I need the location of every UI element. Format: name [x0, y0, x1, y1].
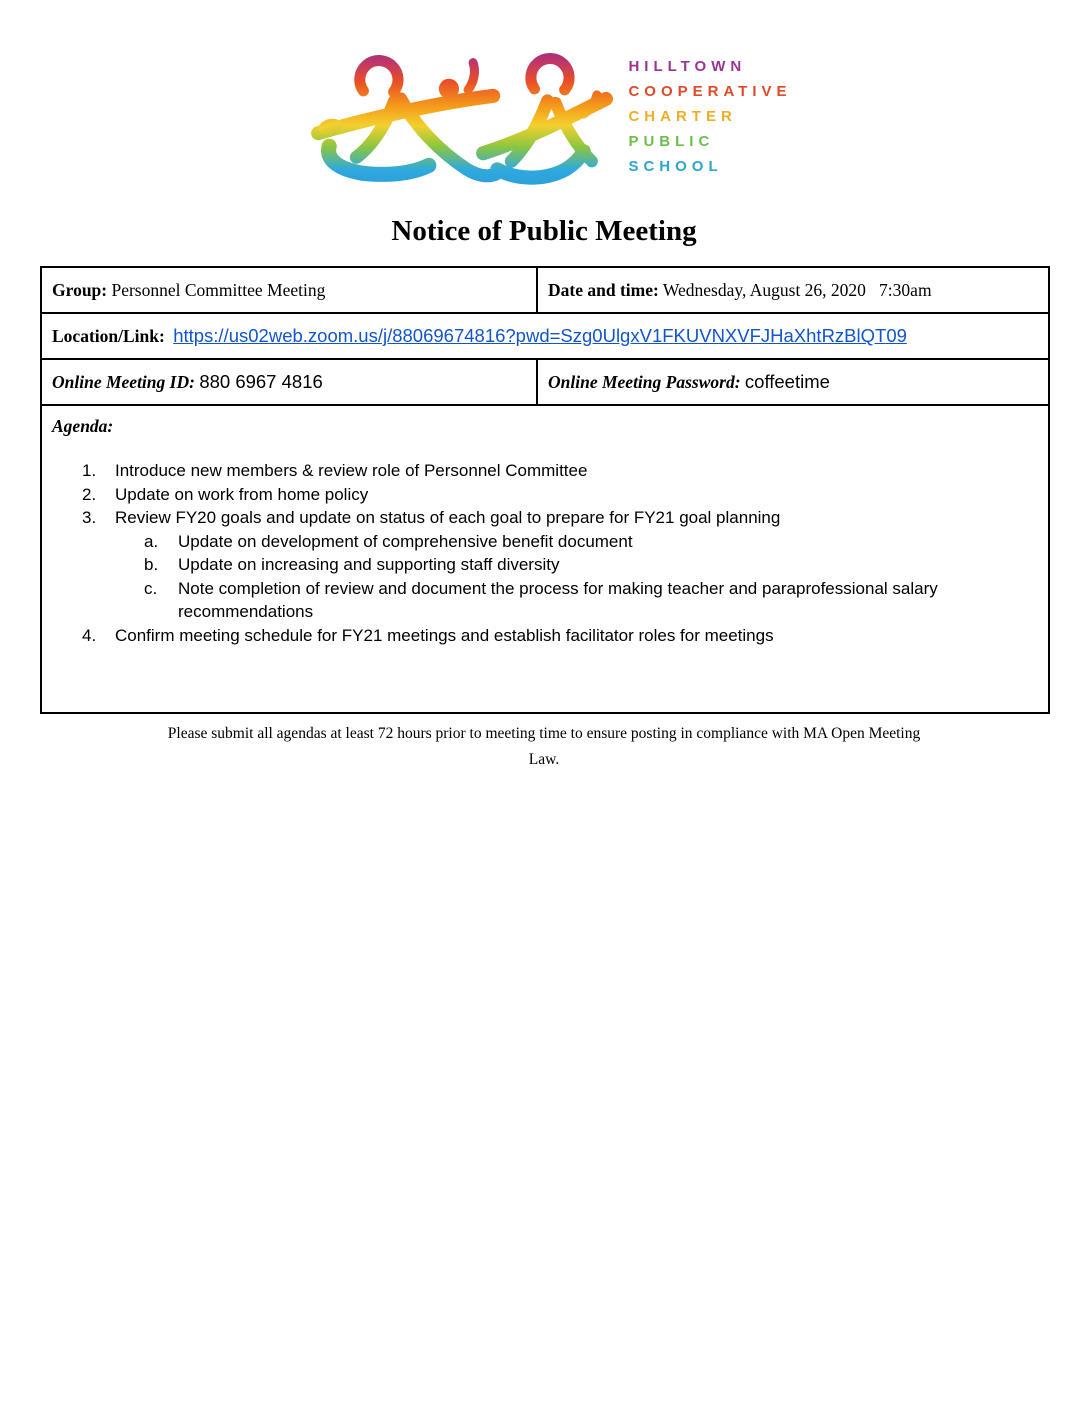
location-cell [41, 313, 1049, 359]
compliance-note-line1: Please submit all agendas at least 72 hours prior to meeting time to ensure posting in compliance with MA Open Meeting [167, 725, 921, 742]
zoom-meeting-link[interactable]: https://us02web.zoom.us/j/88069674816?pwd=Szg0UlgxV1FKUVNXVFJHaXhtRzBlQT09 [173, 325, 907, 346]
agenda-subitem-letter: a. [144, 531, 159, 551]
agenda-subitem-text: Update on development of comprehensive benefit document [178, 531, 633, 551]
page-title: Notice of Public Meeting [391, 215, 697, 247]
agenda-item-1 [52, 459, 1038, 483]
datetime-value: Wednesday, August 26, 2020 7:30am [662, 279, 932, 300]
datetime-label: Date and time: [548, 279, 659, 300]
agenda-item-number: 3. [82, 508, 97, 527]
password-cell [537, 359, 1049, 405]
meeting-id-cell [41, 359, 537, 405]
agenda-cell [41, 405, 1049, 713]
agenda-subitem-3b [52, 553, 1038, 577]
school-name [628, 40, 791, 179]
meeting-info-table [40, 266, 1050, 714]
agenda-item-number: 2. [82, 484, 97, 504]
location-label: Location/Link: [52, 326, 165, 346]
school-name-line: COOPERATIVE [628, 83, 792, 100]
group-date-row [41, 267, 1049, 313]
agenda-subitem-text: Update on increasing and supporting staff diversity [178, 555, 560, 574]
agenda-subitem-3a [52, 530, 1038, 554]
agenda-item-2 [52, 483, 1038, 507]
agenda-subitem-3c [52, 577, 1038, 624]
meeting-id-label: Online Meeting ID: [52, 372, 195, 392]
location-row [41, 313, 1049, 359]
compliance-note-line2: Law. [528, 751, 560, 768]
agenda-row [41, 405, 1049, 713]
school-logo [0, 0, 1088, 188]
compliance-note [0, 721, 1088, 773]
datetime-cell [537, 267, 1049, 313]
agenda-list [52, 459, 1038, 647]
password-label: Online Meeting Password: [548, 372, 741, 392]
meeting-id-password-row [41, 359, 1049, 405]
agenda-item-text: Introduce new members & review role of Personnel Committee [115, 461, 588, 480]
school-name-line: HILLTOWN [628, 58, 747, 75]
meeting-id-value: 880 6967 4816 [199, 371, 323, 392]
agenda-item-3 [52, 506, 1038, 530]
password-value: coffeetime [744, 371, 830, 392]
school-name-line: CHARTER [628, 108, 737, 125]
agenda-item-number: 1. [82, 461, 97, 480]
agenda-subitem-letter: b. [144, 555, 159, 574]
agenda-item-number: 4. [82, 625, 97, 645]
agenda-item-text: Review FY20 goals and update on status of each goal to prepare for FY21 goal planning [115, 508, 781, 527]
agenda-item-text: Update on work from home policy [115, 484, 369, 504]
group-value: Personnel Committee Meeting [111, 279, 326, 300]
group-label: Group: [52, 279, 108, 300]
agenda-item-4 [52, 624, 1038, 648]
group-cell [41, 267, 537, 313]
school-name-line: PUBLIC [628, 133, 715, 150]
agenda-subitem-letter: c. [144, 578, 158, 598]
agenda-subitem-text: Note completion of review and document the process for making teacher and paraprofessional salary recommendations [178, 578, 938, 621]
agenda-label: Agenda: [52, 416, 114, 436]
agenda-item-text: Confirm meeting schedule for FY21 meetings and establish facilitator roles for meetings [115, 625, 774, 645]
dancing-figures-icon [296, 40, 618, 188]
school-name-line: SCHOOL [628, 158, 723, 175]
